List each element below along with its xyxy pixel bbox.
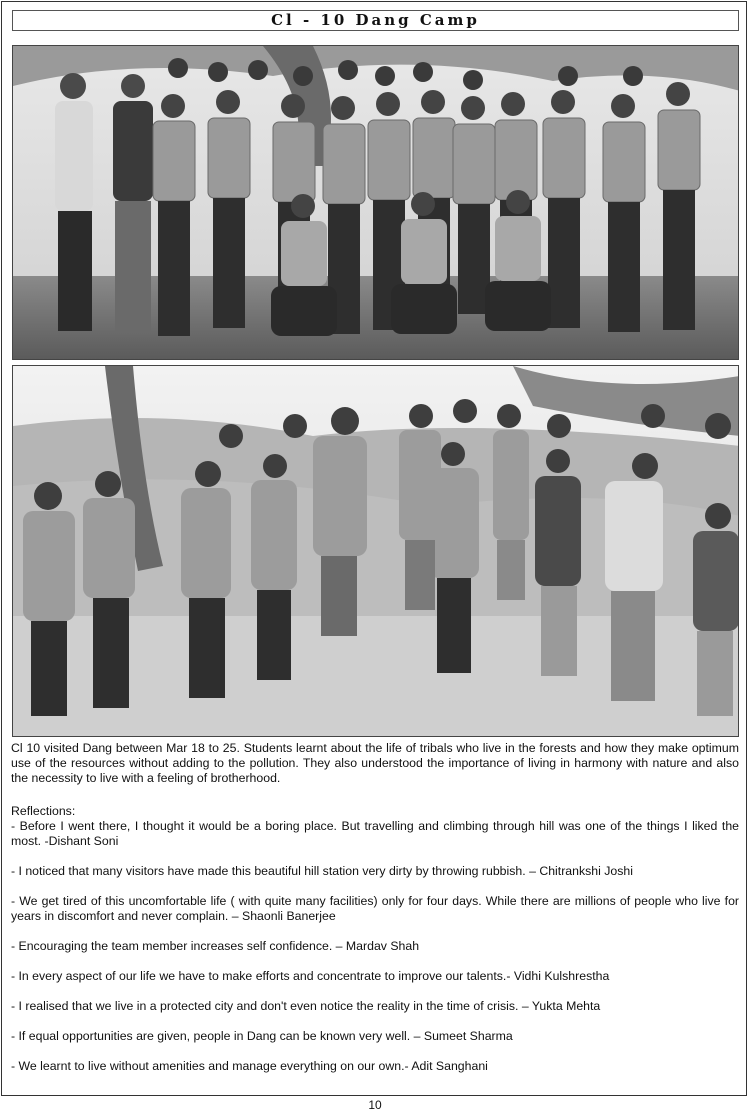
intro-paragraph: Cl 10 visited Dang between Mar 18 to 25. Students learnt about the life of tribals who live in the forests and how they make optimum use of the resources without adding to the pollution. They also understood the importance of living in harmony with nature and also the necessity to live with a feeling of brotherhood. bbox=[11, 741, 739, 785]
reflection-item: - We learnt to live without amenities and manage everything on our own.- Adit Sanghani bbox=[11, 1059, 488, 1073]
page-title: Cl - 10 Dang Camp bbox=[12, 10, 739, 31]
reflection-item: - If equal opportunities are given, people in Dang can be known very well. – Sumeet Sharma bbox=[11, 1029, 513, 1043]
page-number: 10 bbox=[368, 1098, 382, 1112]
group-photo-trek bbox=[12, 365, 739, 737]
reflection-item: - We get tired of this uncomfortable life ( with quite many facilities) only for four days. While there are millions of people who live for years in discomfort and never complain. – Shaonli Banerjee bbox=[11, 894, 739, 923]
article-body bbox=[11, 741, 739, 1089]
reflection-item: - I noticed that many visitors have made this beautiful hill station very dirty by throwing rubbish. – Chitrankshi Joshi bbox=[11, 864, 633, 878]
reflections-label: Reflections: bbox=[11, 804, 76, 818]
reflection-item: - In every aspect of our life we have to make efforts and concentrate to improve our talents.- Vidhi Kulshrestha bbox=[11, 969, 610, 983]
group-photo-uniform bbox=[12, 45, 739, 360]
reflection-item: - I realised that we live in a protected city and don't even notice the reality in the time of crisis. – Yukta Mehta bbox=[11, 999, 601, 1013]
reflection-item: - Before I went there, I thought it would be a boring place. But travelling and climbing through hill was one of the things I liked the most. -Dishant Soni bbox=[11, 819, 739, 848]
reflection-item: - Encouraging the team member increases self confidence. – Mardav Shah bbox=[11, 939, 420, 953]
